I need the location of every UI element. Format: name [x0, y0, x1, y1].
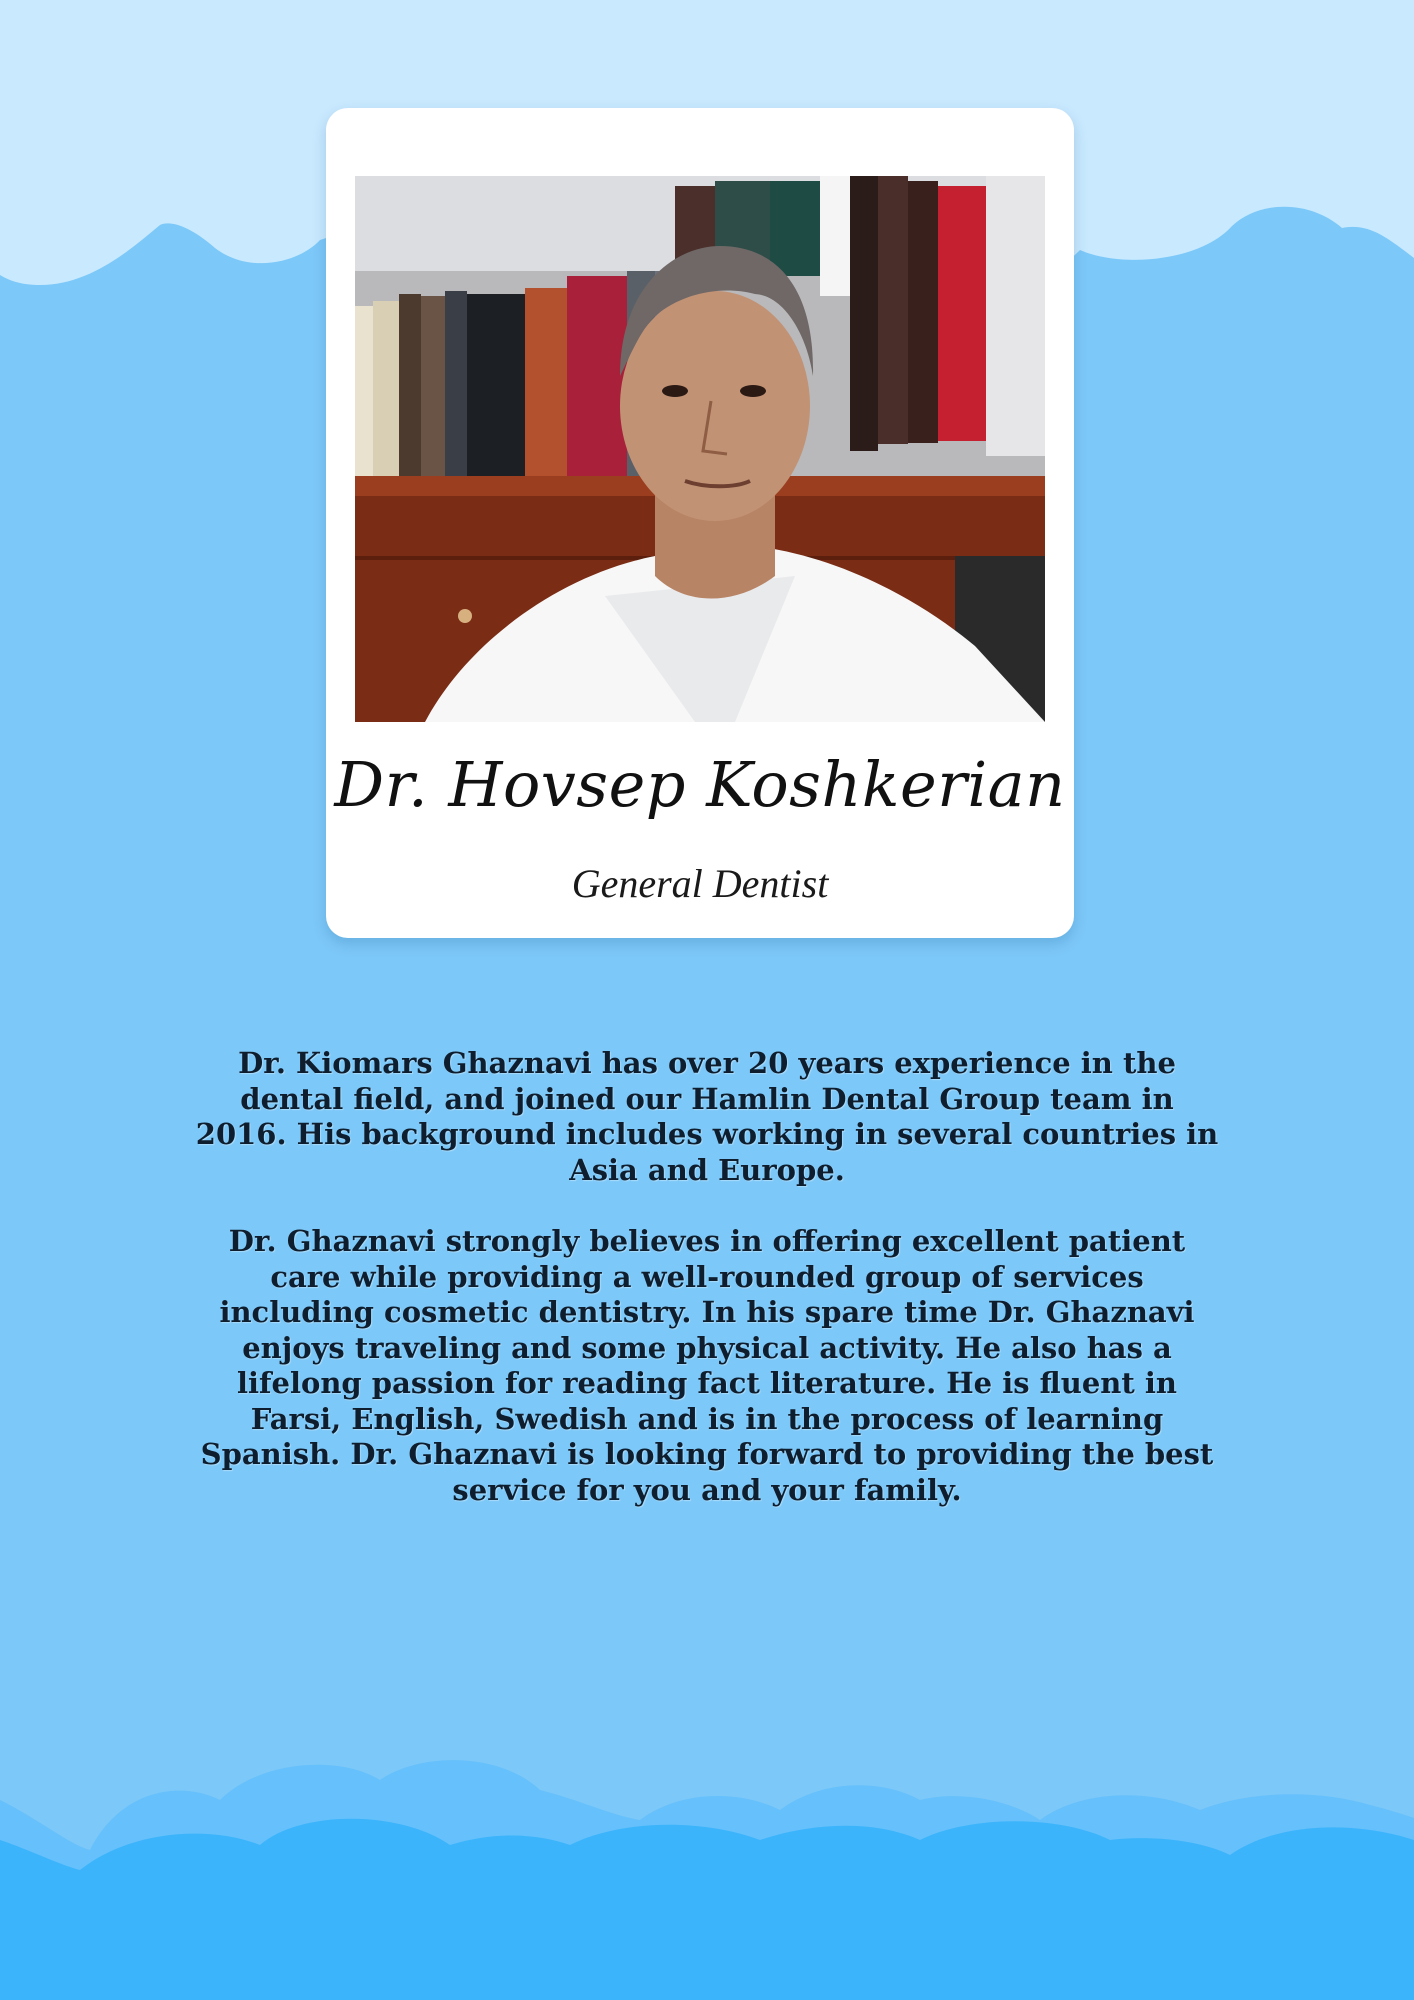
dentist-photo	[355, 176, 1045, 722]
bio-paragraph-2: Dr. Ghaznavi strongly believes in offering excellent patient care while providing a well-rounded group of services including cosmetic dentistry. In his spare time Dr. Ghaznavi enjoys traveling and some physical activity. He also has a lifelong passion for reading fact literature. He is fluent in Farsi, English, Swedish and is in the process of learning Spanish. Dr. Ghaznavi is looking forward to providing the best service for you and your family.	[200, 1224, 1214, 1507]
dentist-role: General Dentist	[571, 861, 829, 906]
bio-paragraph-1: Dr. Kiomars Ghaznavi has over 20 years experience in the dental field, and joined our Hamlin Dental Group team in 2016. His background includes working in several countries in Asia and Europe.	[195, 1046, 1219, 1187]
profile-card	[326, 108, 1074, 938]
bottom-cloud-front	[0, 1819, 1414, 2000]
dentist-name: Dr. Hovsep Koshkerian	[334, 748, 1066, 821]
portrait-illustration	[355, 176, 1045, 722]
